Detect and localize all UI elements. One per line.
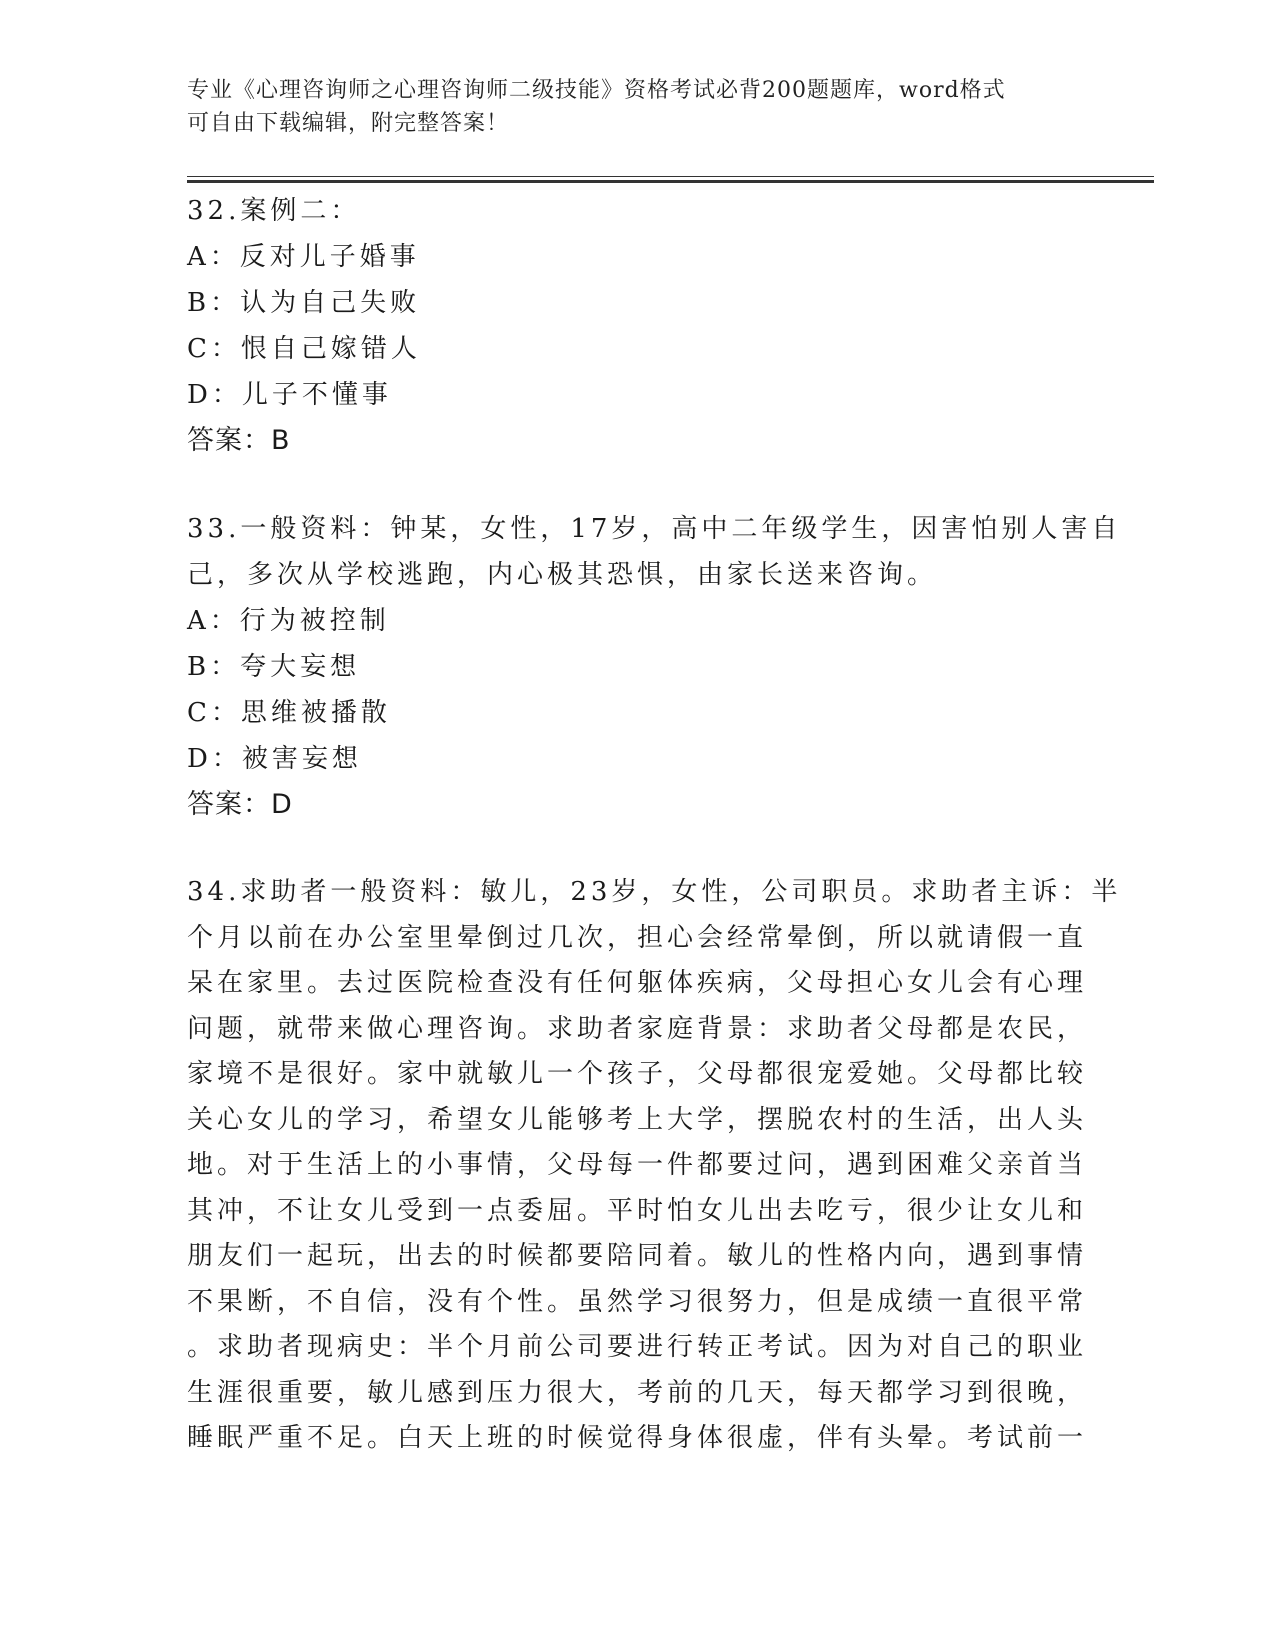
question-stem-line: 不果断，不自信，没有个性。虽然学习很努力，但是成绩一直很平常	[187, 1286, 1088, 1317]
option-c: C：思维被播散	[187, 698, 391, 728]
question-stem-line: 34.求助者一般资料：敏儿，23岁，女性，公司职员。求助者主诉：半	[187, 877, 1122, 907]
option-b: B：夸大妄想	[187, 652, 361, 682]
question-stem-line: 个月以前在办公室里晕倒过几次，担心会经常晕倒，所以就请假一直	[187, 922, 1088, 953]
option-c: C：恨自己嫁错人	[187, 334, 421, 364]
document-body	[187, 188, 1122, 1462]
option-d: D：被害妄想	[187, 744, 362, 774]
question-stem-line: 其冲，不让女儿受到一点委屈。平时怕女儿出去吃亏，很少让女儿和	[187, 1195, 1088, 1226]
option-d: D：儿子不懂事	[187, 380, 392, 410]
answer: 答案：B	[187, 425, 291, 456]
option-b: B：认为自己失败	[187, 288, 421, 318]
option-a: A：反对儿子婚事	[187, 242, 420, 272]
question-stem-line: 。求助者现病史：半个月前公司要进行转正考试。因为对自己的职业	[187, 1332, 1088, 1362]
option-a: A：行为被控制	[187, 606, 390, 636]
header-line-1: 专业《心理咨询师之心理咨询师二级技能》资格考试必背200题题库，word格式	[187, 78, 1006, 103]
question-stem-line: 问题，就带来做心理咨询。求助者家庭背景：求助者父母都是农民，	[187, 1013, 1088, 1044]
question-stem-line: 睡眠严重不足。白天上班的时候觉得身体很虚，伴有头晕。考试前一	[187, 1423, 1088, 1453]
document-header	[187, 74, 1087, 140]
question-stem-line: 关心女儿的学习，希望女儿能够考上大学，摆脱农村的生活，出人头	[187, 1104, 1088, 1135]
header-line-2: 可自由下载编辑，附完整答案！	[187, 111, 510, 136]
question-stem-line: 家境不是很好。家中就敏儿一个孩子，父母都很宠爱她。父母都比较	[187, 1059, 1088, 1089]
question-stem: 32.案例二：	[187, 196, 361, 226]
question-33	[187, 506, 1122, 828]
question-stem-line: 朋友们一起玩，出去的时候都要陪同着。敏儿的性格内向，遇到事情	[187, 1241, 1088, 1271]
question-stem-line: 己，多次从学校逃跑，内心极其恐惧，由家长送来咨询。	[187, 560, 938, 590]
question-stem-line: 地。对于生活上的小事情，父母每一件都要过问，遇到困难父亲首当	[187, 1150, 1088, 1180]
answer: 答案：D	[187, 789, 293, 820]
question-32	[187, 188, 1087, 464]
question-stem-line: 呆在家里。去过医院检查没有任何躯体疾病，父母担心女儿会有心理	[187, 968, 1088, 998]
header-divider-thin	[187, 176, 1154, 177]
question-34	[187, 870, 1122, 1462]
question-stem-line: 生涯很重要，敏儿感到压力很大，考前的几天，每天都学习到很晚，	[187, 1377, 1088, 1408]
question-stem-line: 33.一般资料：钟某，女性，17岁，高中二年级学生，因害怕别人害自	[187, 514, 1122, 544]
header-divider-thick	[187, 180, 1154, 183]
